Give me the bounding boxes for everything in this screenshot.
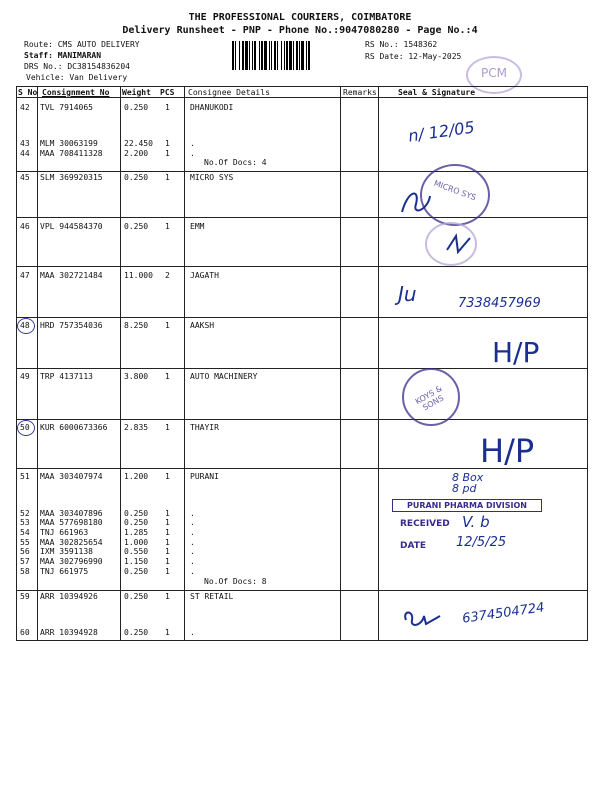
barcode-bar: [271, 41, 272, 70]
cell-consignment: MAA 303407974: [40, 472, 103, 481]
barcode-bar: [269, 41, 270, 70]
cell-sno: 50: [20, 423, 30, 432]
handwritten-date: 12/5/25: [456, 535, 507, 550]
group-rule: [16, 266, 588, 267]
barcode-bar: [281, 41, 282, 70]
barcode-bar: [286, 41, 288, 70]
runsheet-subtitle: Delivery Runsheet - PNP - Phone No.:9047080280 - Page No.:4: [122, 25, 478, 36]
handwritten-signature: n/ 12/05: [407, 117, 476, 146]
cell-consignment: ARR 10394926: [40, 592, 98, 601]
col-rule-5: [378, 86, 379, 641]
vehicle-label: Vehicle: Van Delivery: [26, 73, 128, 82]
cell-weight: 0.250: [124, 173, 149, 182]
cell-pcs: 2: [165, 271, 170, 280]
docs-count-note: No.Of Docs: 8: [204, 577, 267, 586]
barcode-bar: [232, 41, 234, 70]
cell-consignee: .: [190, 538, 195, 547]
cell-pcs: 1: [165, 321, 170, 330]
cell-pcs: 1: [165, 423, 170, 432]
cell-consignee: MICRO SYS: [190, 173, 234, 182]
cell-sno: 44: [20, 149, 30, 158]
col-header-consignment: Consignment No: [42, 88, 110, 97]
cell-pcs: 1: [165, 547, 170, 556]
rs-number: RS No.: 1548362: [365, 40, 438, 49]
cell-weight: 1.285: [124, 528, 149, 537]
cell-weight: 0.250: [124, 222, 149, 231]
cell-consignment: TRP 4137113: [40, 372, 93, 381]
barcode-bar: [293, 41, 294, 70]
barcode-bar: [264, 41, 267, 70]
barcode-bar: [301, 41, 304, 70]
cell-pcs: 1: [165, 538, 170, 547]
cell-pcs: 1: [165, 472, 170, 481]
cell-weight: 0.250: [124, 103, 149, 112]
handwritten-phone: 7338457969: [458, 296, 541, 311]
cell-pcs: 1: [165, 592, 170, 601]
cell-consignment: HRD 757354036: [40, 321, 103, 330]
cell-pcs: 1: [165, 567, 170, 576]
cell-consignee: .: [190, 557, 195, 566]
cell-consignee: .: [190, 628, 195, 637]
col-rule-left: [16, 86, 17, 641]
cell-consignment: TVL 7914065: [40, 103, 93, 112]
handwritten-signature: Ju: [398, 282, 417, 306]
cell-consignee: JAGATH: [190, 271, 219, 280]
cell-sno: 56: [20, 547, 30, 556]
group-rule: [16, 317, 588, 318]
cell-sno: 51: [20, 472, 30, 481]
group-rule: [16, 419, 588, 420]
cell-consignee: .: [190, 518, 195, 527]
barcode-bar: [308, 41, 310, 70]
cell-pcs: 1: [165, 173, 170, 182]
runsheet-title: THE PROFESSIONAL COURIERS, COIMBATORE: [188, 12, 412, 23]
cell-sno: 42: [20, 103, 30, 112]
cell-weight: 1.150: [124, 557, 149, 566]
cell-pcs: 1: [165, 222, 170, 231]
barcode-bar: [261, 41, 263, 70]
col-header-seal: Seal & Signature: [398, 88, 476, 97]
cell-consignee: .: [190, 547, 195, 556]
handwritten-signature: V. b: [462, 513, 490, 531]
table-top-rule: [16, 86, 588, 87]
cell-weight: 2.200: [124, 149, 149, 158]
col-header-remarks: Remarks: [343, 88, 377, 97]
cell-consignment: MAA 302796990: [40, 557, 103, 566]
barcode-bar: [254, 41, 256, 70]
cell-consignee: .: [190, 509, 195, 518]
cell-consignee: .: [190, 139, 195, 148]
barcode-bar: [289, 41, 292, 70]
barcode-bar: [235, 41, 236, 70]
cell-consignment: MAA 302825654: [40, 538, 103, 547]
cell-consignment: MAA 303407896: [40, 509, 103, 518]
cell-weight: 2.835: [124, 423, 149, 432]
col-rule-1: [37, 86, 38, 641]
cell-weight: 3.800: [124, 372, 149, 381]
cell-weight: 0.250: [124, 592, 149, 601]
cell-sno: 45: [20, 173, 30, 182]
staff-label: Staff: MANIMARAN: [24, 51, 102, 60]
cell-consignee: AAKSH: [190, 321, 215, 330]
barcode-bar: [306, 41, 307, 70]
barcode-bar: [296, 41, 298, 70]
cell-sno: 43: [20, 139, 30, 148]
cell-consignee: AUTO MACHINERY: [190, 372, 258, 381]
cell-consignment: IXM 3591138: [40, 547, 93, 556]
col-rule-2: [120, 86, 121, 641]
col-header-pcs: PCS: [160, 88, 175, 97]
cell-sno: 55: [20, 538, 30, 547]
handwritten-hp: H/P: [492, 336, 540, 369]
cell-consignee: EMM: [190, 222, 205, 231]
barcode-bar: [252, 41, 253, 70]
barcode: [232, 41, 356, 70]
koys-sons-stamp-text: KOYS & SONS: [413, 383, 446, 413]
cell-sno: 57: [20, 557, 30, 566]
signature-scribble: [444, 232, 474, 258]
stamp-heading: PURANI PHARMA DIVISION: [392, 499, 542, 512]
cell-consignment: MAA 577698180: [40, 518, 103, 527]
barcode-bar: [277, 41, 278, 70]
barcode-bar: [245, 41, 248, 70]
cell-consignment: ARR 10394928: [40, 628, 98, 637]
micro-sys-stamp-text: MICRO SYS: [432, 178, 478, 203]
signature-scribble: [400, 608, 444, 632]
cell-weight: 8.250: [124, 321, 149, 330]
cell-consignment: SLM 369920315: [40, 173, 103, 182]
cell-weight: 0.250: [124, 567, 149, 576]
purani-pharma-stamp: [392, 499, 542, 559]
col-header-weight: Weight: [122, 88, 151, 97]
barcode-graphic: [232, 41, 356, 70]
group-rule: [16, 590, 588, 591]
cell-consignment: MLM 30063199: [40, 139, 98, 148]
cell-sno: 49: [20, 372, 30, 381]
cell-sno: 59: [20, 592, 30, 601]
barcode-bar: [249, 41, 250, 70]
cell-pcs: 1: [165, 372, 170, 381]
cell-pcs: 1: [165, 149, 170, 158]
drs-label: DRS No.: DC38154836204: [24, 62, 130, 71]
cell-weight: 11.000: [124, 271, 153, 280]
barcode-bar: [242, 41, 244, 70]
cell-sno: 60: [20, 628, 30, 637]
koys-sons-stamp: [402, 368, 460, 426]
stamp-received-label: RECEIVED: [400, 519, 450, 529]
cell-sno: 47: [20, 271, 30, 280]
cell-weight: 0.250: [124, 518, 149, 527]
cell-weight: 22.450: [124, 139, 153, 148]
barcode-bar: [274, 41, 276, 70]
signature-scribble: [398, 182, 434, 222]
cell-consignee: .: [190, 528, 195, 537]
group-rule: [16, 171, 588, 172]
cell-weight: 1.200: [124, 472, 149, 481]
cell-consignee: .: [190, 567, 195, 576]
cell-consignment: TNJ 661975: [40, 567, 89, 576]
col-header-consignee: Consignee Details: [188, 88, 270, 97]
rs-date: RS Date: 12-May-2025: [365, 52, 462, 61]
col-rule-4: [340, 86, 341, 641]
cell-consignment: VPL 944584370: [40, 222, 103, 231]
barcode-bar: [299, 41, 300, 70]
col-rule-right: [587, 86, 588, 641]
col-header-sno: S No: [18, 88, 38, 97]
cell-pcs: 1: [165, 557, 170, 566]
cell-sno: 53: [20, 518, 30, 527]
cell-sno: 46: [20, 222, 30, 231]
cell-sno: 52: [20, 509, 30, 518]
barcode-bar: [284, 41, 285, 70]
cell-sno: 48: [20, 321, 30, 330]
cell-weight: 0.550: [124, 547, 149, 556]
pcm-stamp-text: PCM: [481, 66, 507, 80]
cell-sno: 58: [20, 567, 30, 576]
cell-consignment: TNJ 661963: [40, 528, 89, 537]
cell-pcs: 1: [165, 103, 170, 112]
cell-pcs: 1: [165, 628, 170, 637]
cell-consignment: MAA 302721484: [40, 271, 103, 280]
group-rule: [16, 217, 588, 218]
handwritten-phone: 6374504724: [461, 600, 546, 627]
cell-weight: 1.000: [124, 538, 149, 547]
cell-sno: 54: [20, 528, 30, 537]
cell-consignee: THAYIR: [190, 423, 219, 432]
barcode-bar: [259, 41, 260, 70]
cell-consignee: DHANUKODI: [190, 103, 234, 112]
cell-pcs: 1: [165, 528, 170, 537]
cell-consignee: ST RETAIL: [190, 592, 234, 601]
cell-pcs: 1: [165, 139, 170, 148]
cell-consignee: .: [190, 149, 195, 158]
table-bottom-rule: [16, 640, 588, 641]
cell-consignee: PURANI: [190, 472, 219, 481]
route-label: Route: CMS AUTO DELIVERY: [24, 40, 140, 49]
handwritten-box-note: 8 Box 8 pd: [452, 471, 484, 495]
cell-consignment: MAA 708411328: [40, 149, 103, 158]
cell-weight: 0.250: [124, 509, 149, 518]
cell-consignment: KUR 6000673366: [40, 423, 108, 432]
barcode-bar: [239, 41, 240, 70]
cell-pcs: 1: [165, 509, 170, 518]
cell-weight: 0.250: [124, 628, 149, 637]
stamp-date-label: DATE: [400, 541, 427, 551]
col-rule-3: [184, 86, 185, 641]
handwritten-hp: H/P: [480, 432, 535, 470]
docs-count-note: No.Of Docs: 4: [204, 158, 267, 167]
cell-pcs: 1: [165, 518, 170, 527]
